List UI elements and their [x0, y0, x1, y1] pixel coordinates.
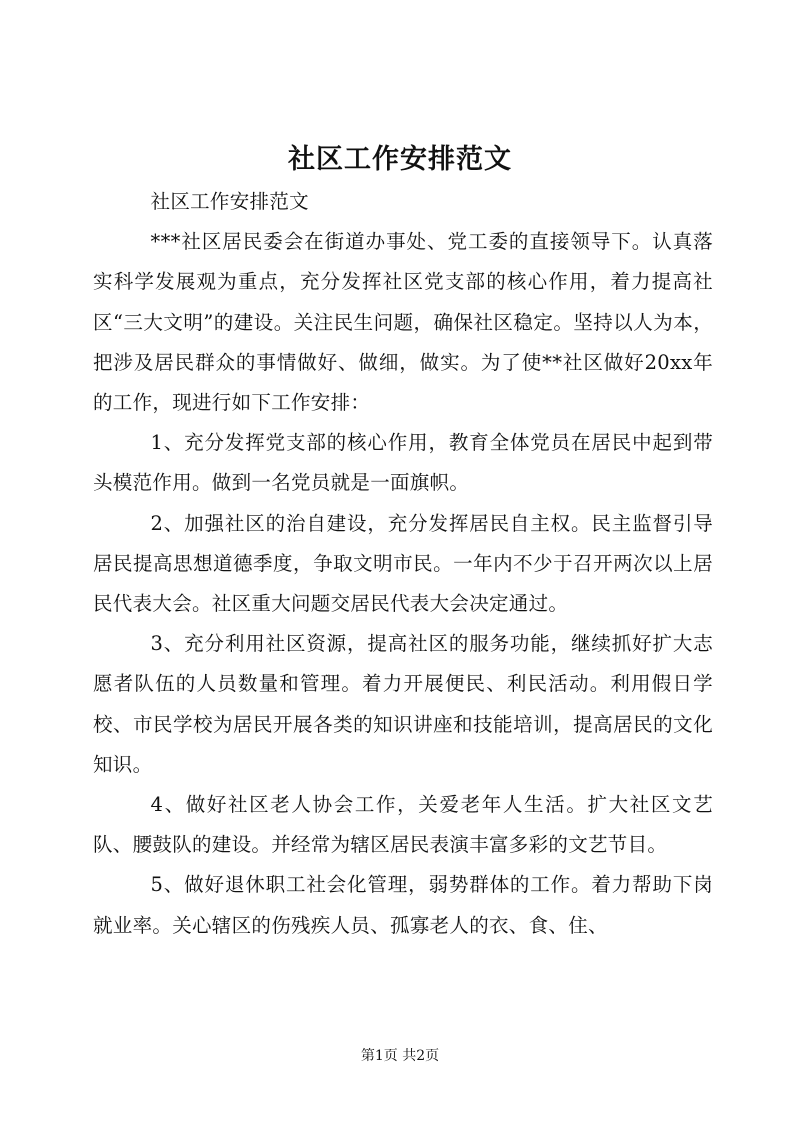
document-title: 社区工作安排范文	[288, 144, 512, 175]
intro-paragraph: ***社区居民委会在街道办事处、党工委的直接领导下。认真落实科学发展观为重点，充分发挥社区党支部的核心作用，着力提高社区“三大文明”的建设。关注民生问题，确保社区稳定。坚持以人为本，把涉及居民群众的事情做好、做细，做实。为了使**社区做好20xx年的工作，现进行如下工作安排：	[93, 230, 713, 415]
item-5-paragraph: 5、做好退休职工社会化管理，弱势群体的工作。着力帮助下岗就业率。关心辖区的伤残疾人员、孤寡老人的衣、食、住、	[93, 873, 713, 937]
item-3-paragraph: 3、充分利用社区资源，提高社区的服务功能，继续抓好扩大志愿者队伍的人员数量和管理。着力开展便民、利民活动。利用假日学校、市民学校为居民开展各类的知识讲座和技能培训，提高居民的文化知识。	[93, 632, 713, 776]
page-number: 第1页 共2页	[360, 1048, 440, 1064]
item-4-paragraph: 4、做好社区老人协会工作，关爱老年人生活。扩大社区文艺队、腰鼓队的建设。并经常为辖区居民表演丰富多彩的文艺节目。	[93, 793, 713, 857]
item-1-paragraph: 1、充分发挥党支部的核心作用，教育全体党员在居民中起到带头模范作用。做到一名党员就是一面旗帜。	[93, 431, 713, 495]
subtitle-paragraph: 社区工作安排范文	[150, 190, 309, 213]
item-2-paragraph: 2、加强社区的治自建设，充分发挥居民自主权。民主监督引导居民提高思想道德季度，争取文明市民。一年内不少于召开两次以上居民代表大会。社区重大问题交居民代表大会决定通过。	[93, 511, 713, 616]
document-body	[93, 182, 713, 946]
